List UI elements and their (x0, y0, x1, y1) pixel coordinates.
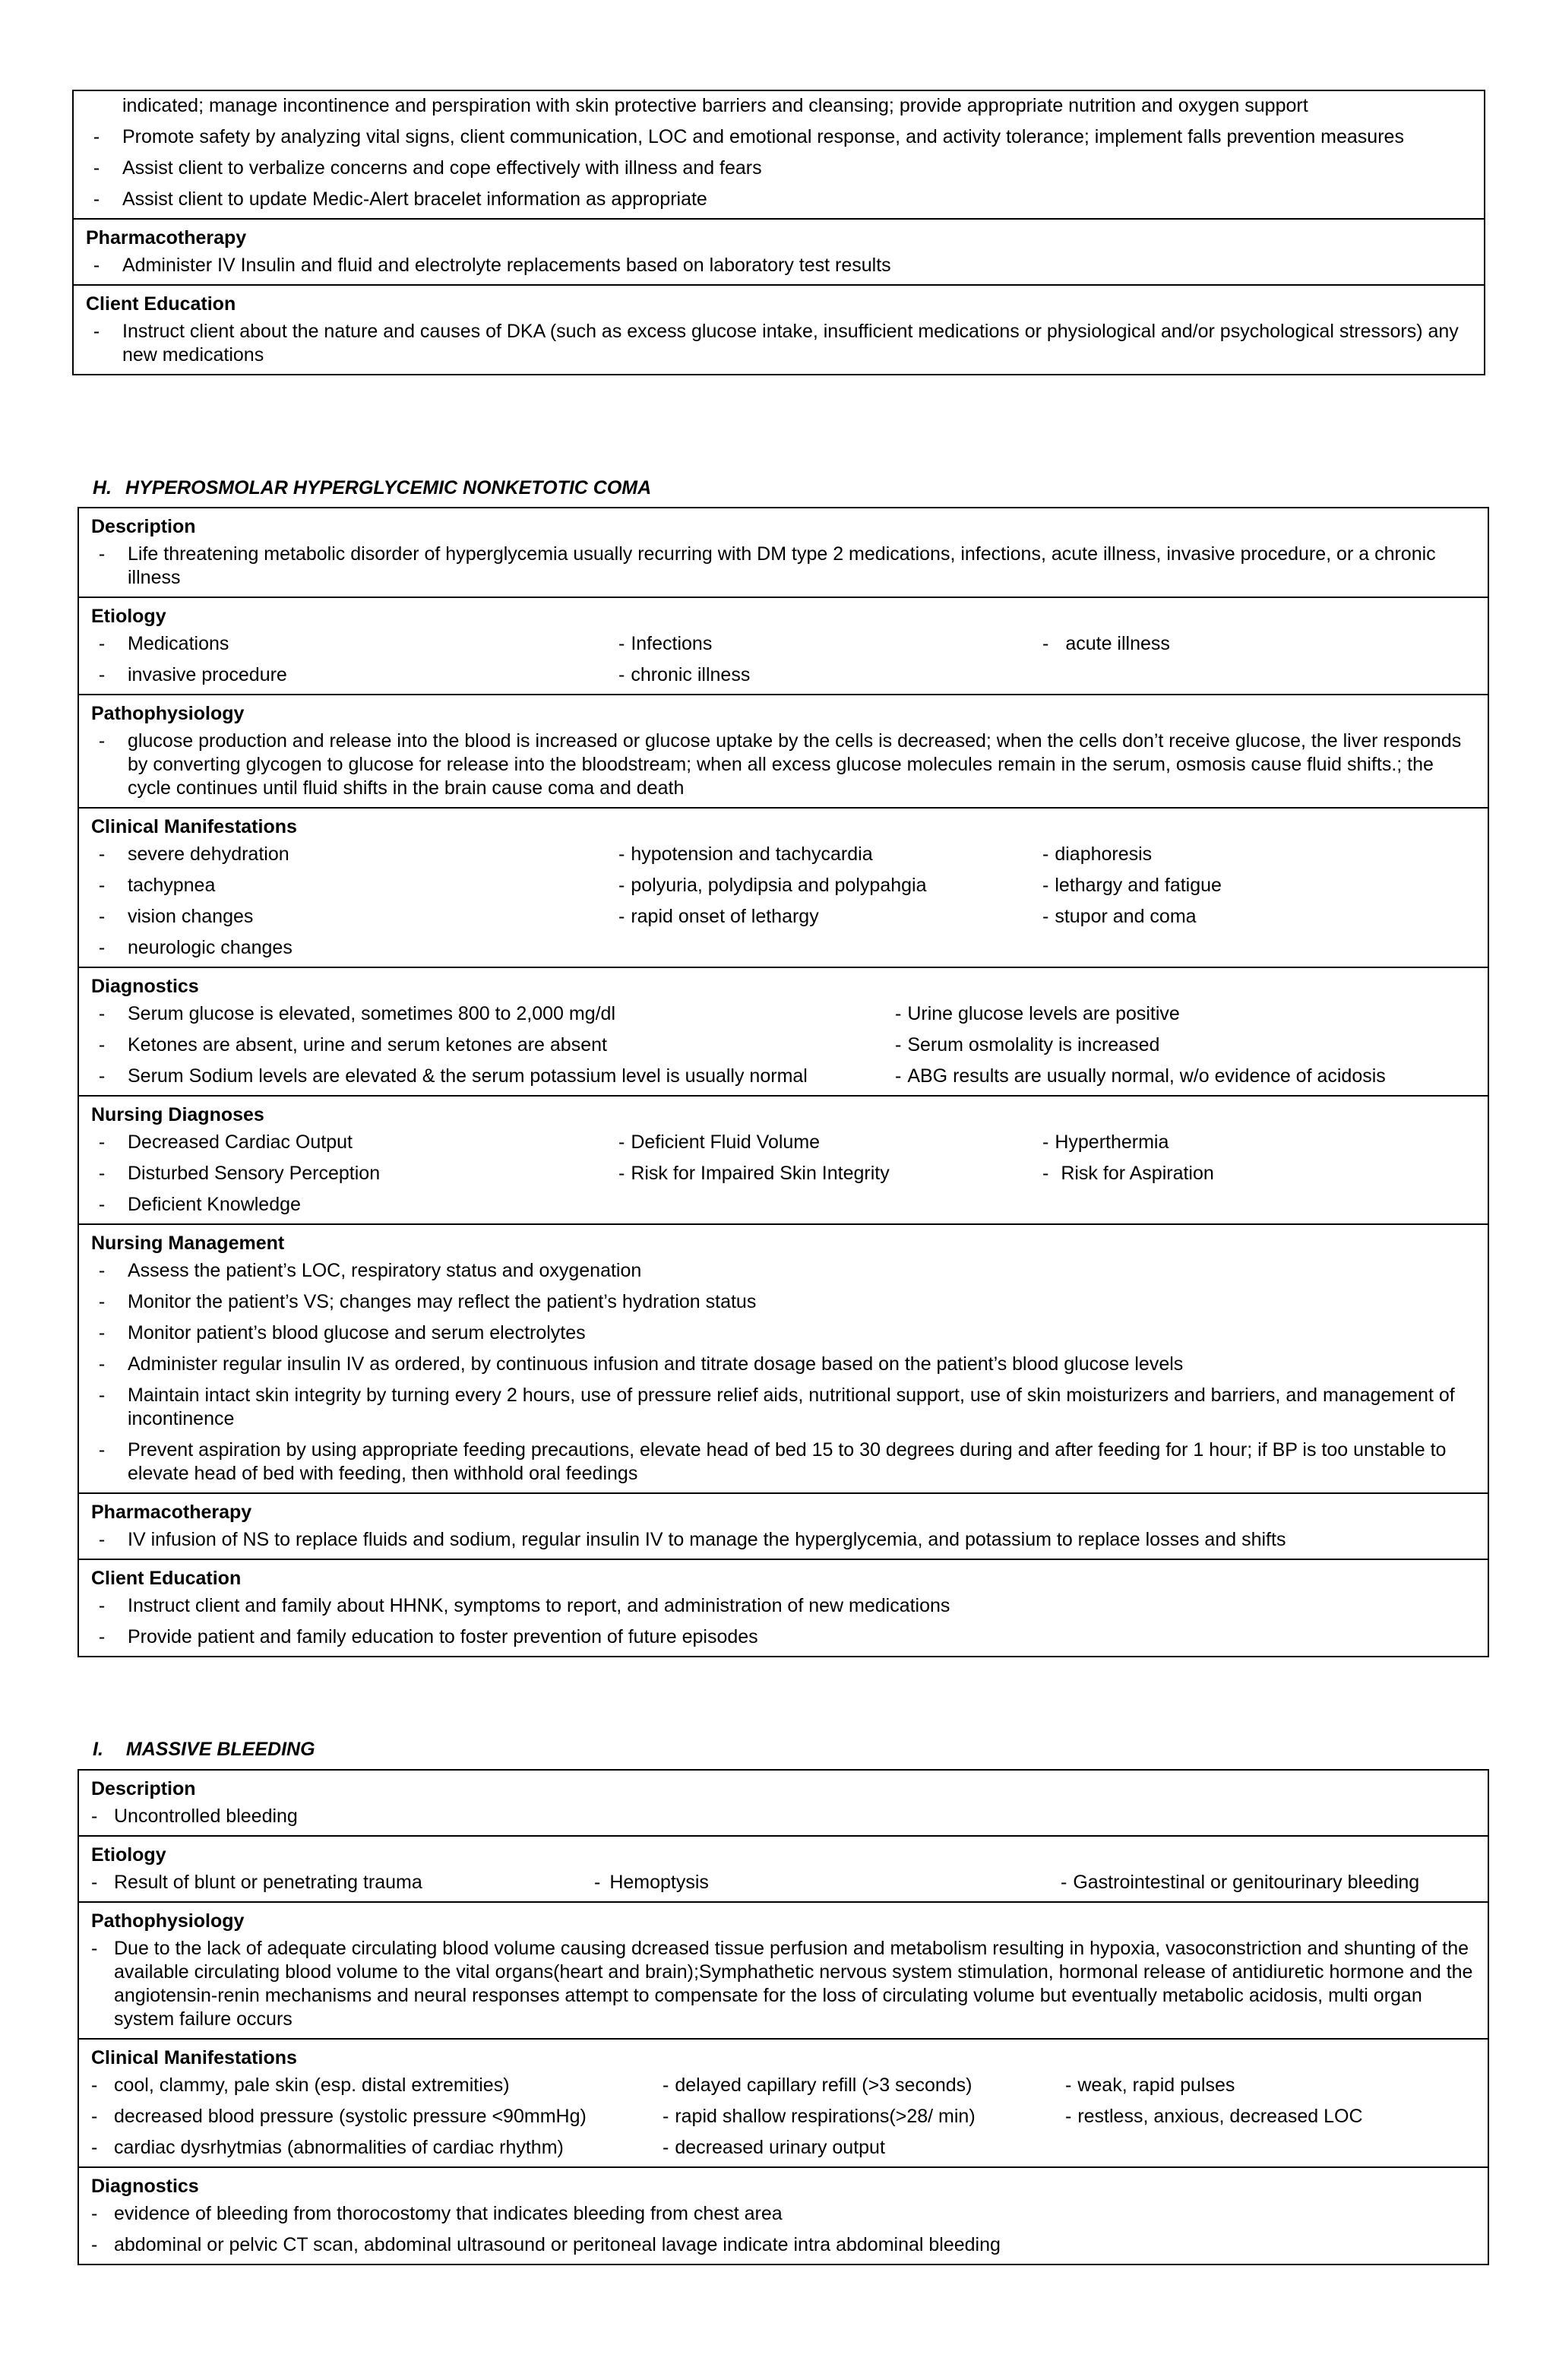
list-item: - Assist client to update Medic-Alert bracelet information as appropriate (93, 188, 707, 210)
list-item (86, 94, 1473, 118)
section-heading: Pathophysiology (91, 1910, 245, 1932)
clinical-manifestations-section (79, 807, 1488, 967)
section-heading: Diagnostics (91, 2176, 199, 2197)
list-item: - stupor and coma (1042, 906, 1197, 927)
section-heading: Nursing Management (91, 1233, 285, 1254)
client-education-section (79, 1559, 1488, 1656)
list-item: - vision changes (98, 906, 254, 927)
etiology-section (79, 597, 1488, 694)
list-item: - Assess the patient’s LOC, respiratory status and oxygenation (98, 1260, 642, 1281)
section-heading: Clinical Manifestations (91, 2047, 297, 2068)
section-heading: Nursing Diagnoses (91, 1104, 264, 1125)
list-item: - neurologic changes (98, 937, 293, 958)
list-item: - cardiac dysrhytmias (abnormalities of cardiac rhythm) (91, 2137, 564, 2158)
list-item: - Promote safety by analyzing vital signs, client communication, LOC and emotional response, and activity tolerance; implement falls prevention measures (93, 126, 1404, 147)
section-heading: Client Education (91, 1568, 242, 1589)
section-h-title (93, 476, 651, 500)
list-item: - polyuria, polydipsia and polypahgia (618, 875, 927, 896)
list-item: - acute illness (1042, 633, 1170, 654)
list-item: - Instruct client and family about HHNK, symptoms to report, and administration of new medications (98, 1595, 950, 1616)
list-item: - delayed capillary refill (>3 seconds) (663, 2075, 972, 2096)
client-education-section (74, 284, 1484, 374)
nursing-diagnoses-section (79, 1095, 1488, 1223)
list-item: - Prevent aspiration by using appropriate feeding precautions, elevate head of bed 15 to 30 degrees during and after feeding for 1 hour; if BP is too unstable to elevate head of bed with feeding, then withhold oral feedings (98, 1439, 1447, 1484)
list-item: - IV infusion of NS to replace fluids and sodium, regular insulin IV to manage the hyperglycemia, and potassium to replace losses and shifts (98, 1529, 1286, 1550)
list-item: - weak, rapid pulses (1065, 2075, 1235, 2096)
list-item: - Life threatening metabolic disorder of hyperglycemia usually recurring with DM type 2 medications, infections, acute illness, invasive procedure, or a chronic illness (98, 543, 1436, 588)
massive-bleeding-table (77, 1769, 1489, 2265)
list-item: - Ketones are absent, urine and serum ketones are absent (98, 1034, 607, 1055)
list-item: - Risk for Aspiration (1042, 1163, 1214, 1184)
nursing-management-section (79, 1223, 1488, 1492)
list-item: - Deficient Knowledge (98, 1194, 301, 1215)
section-heading: Description (91, 1778, 196, 1799)
list-item: - Monitor the patient’s VS; changes may reflect the patient’s hydration status (98, 1291, 757, 1312)
list-item: - cool, clammy, pale skin (esp. distal extremities) (91, 2075, 510, 2096)
dka-continuation-table (72, 90, 1485, 375)
hhnk-table (77, 507, 1489, 1657)
pharmacotherapy-section (79, 1492, 1488, 1559)
list-item: - decreased urinary output (663, 2137, 885, 2158)
section-heading: Client Education (86, 293, 236, 315)
diagnostics-section (79, 967, 1488, 1095)
section-title-text: MASSIVE BLEEDING (125, 1739, 315, 1760)
list-item: - Maintain intact skin integrity by turning every 2 hours, use of pressure relief aids, nutritional support, use of skin moisturizers and barriers, and management of incontinence (98, 1385, 1455, 1429)
list-item: - tachypnea (98, 875, 216, 896)
section-heading: Pharmacotherapy (86, 227, 247, 248)
list-item: - decreased blood pressure (systolic pressure <90mmHg) (91, 2106, 587, 2127)
nursing-management-continued (74, 91, 1484, 218)
list-item: - hypotension and tachycardia (618, 843, 873, 865)
list-item: - Result of blunt or penetrating trauma (91, 1872, 422, 1893)
diagnostics-section (79, 2166, 1488, 2264)
list-item: - Instruct client about the nature and causes of DKA (such as excess glucose intake, insufficient medications or physiological and/or psychological stressors) any new medications (93, 321, 1459, 366)
list-item: - Serum glucose is elevated, sometimes 800 to 2,000 mg/dl (98, 1003, 616, 1024)
list-item: - Deficient Fluid Volume (618, 1131, 821, 1153)
list-item: - Urine glucose levels are positive (895, 1003, 1180, 1024)
list-item: - Decreased Cardiac Output (98, 1131, 353, 1153)
description-section (79, 508, 1488, 597)
section-heading: Pharmacotherapy (91, 1502, 252, 1523)
list-item: - Hyperthermia (1042, 1131, 1169, 1153)
list-item: - restless, anxious, decreased LOC (1065, 2106, 1363, 2127)
section-heading: Clinical Manifestations (91, 816, 297, 837)
description-section (79, 1771, 1488, 1835)
etiology-section (79, 1835, 1488, 1901)
list-item: - rapid onset of lethargy (618, 906, 819, 927)
list-item: - glucose production and release into the blood is increased or glucose uptake by the cells is decreased; when the cells don’t receive glucose, the liver responds by converting glycogen to glucose for release into the bloodstream; when all excess glucose molecules remain in the serum, osmosis cause fluid shifts.; the cycle continues until fluid shifts in the brain cause coma and death (98, 730, 1462, 799)
list-item: - diaphoresis (1042, 843, 1153, 865)
list-item: - Serum Sodium levels are elevated & the serum potassium level is usually normal (98, 1065, 808, 1087)
section-heading: Etiology (91, 1844, 166, 1866)
section-label: H. (93, 477, 112, 498)
pathophysiology-section (79, 694, 1488, 807)
list-item: - ABG results are usually normal, w/o evidence of acidosis (895, 1065, 1386, 1087)
list-item: - Serum osmolality is increased (895, 1034, 1160, 1055)
list-item: - Due to the lack of adequate circulating blood volume causing dcreased tissue perfusion and metabolism resulting in hypoxia, vasoconstriction and shunting of the available circulating blood volume to the vital organs(heart and brain);Symphathetic nervous system stimulation, hormonal release of antidiuretic hormone and the angiotensin-renin mechanisms and neural responses attempt to compensate for the loss of circulating volume but eventually metabolic acidosis, multi organ system failure occurs (91, 1938, 1473, 2030)
pathophysiology-section (79, 1901, 1488, 2038)
list-item: - lethargy and fatigue (1042, 875, 1222, 896)
list-item: - Administer regular insulin IV as ordered, by continuous infusion and titrate dosage based on the patient’s blood glucose levels (98, 1353, 1184, 1375)
section-label: I. (93, 1739, 103, 1760)
pharmacotherapy-section (74, 218, 1484, 284)
list-item: - evidence of bleeding from thorocostomy that indicates bleeding from chest area (91, 2203, 783, 2224)
list-item: - Provide patient and family education to foster prevention of future episodes (98, 1626, 758, 1647)
section-title-text: HYPEROSMOLAR HYPERGLYCEMIC NONKETOTIC COMA (125, 477, 652, 498)
list-item: - chronic illness (618, 664, 751, 685)
list-item: - Uncontrolled bleeding (91, 1806, 298, 1827)
section-heading: Pathophysiology (91, 703, 245, 724)
clinical-manifestations-section (79, 2038, 1488, 2166)
list-item: - invasive procedure (98, 664, 287, 685)
list-item: - Monitor patient’s blood glucose and serum electrolytes (98, 1322, 586, 1343)
list-item: - Assist client to verbalize concerns and cope effectively with illness and fears (93, 157, 762, 179)
list-item: - rapid shallow respirations(>28/ min) (663, 2106, 976, 2127)
list-item: - Hemoptysis (594, 1872, 709, 1893)
section-heading: Etiology (91, 606, 166, 627)
section-i-title (93, 1738, 315, 1761)
list-item: - Infections (618, 633, 713, 654)
list-item: - severe dehydration (98, 843, 289, 865)
list-item: - Medications (98, 633, 229, 654)
section-heading: Diagnostics (91, 976, 199, 997)
list-item: - abdominal or pelvic CT scan, abdominal ultrasound or peritoneal lavage indicate intra abdominal bleeding (91, 2234, 1001, 2255)
item-text: indicated; manage incontinence and perspiration with skin protective barriers and cleansing; provide appropriate nutrition and oxygen support (122, 95, 1308, 116)
list-item: - Administer IV Insulin and fluid and electrolyte replacements based on laboratory test results (93, 255, 891, 276)
section-heading: Description (91, 516, 196, 537)
list-item: - Disturbed Sensory Perception (98, 1163, 381, 1184)
list-item: - Risk for Impaired Skin Integrity (618, 1163, 890, 1184)
list-item: - Gastrointestinal or genitourinary bleeding (1061, 1872, 1420, 1893)
